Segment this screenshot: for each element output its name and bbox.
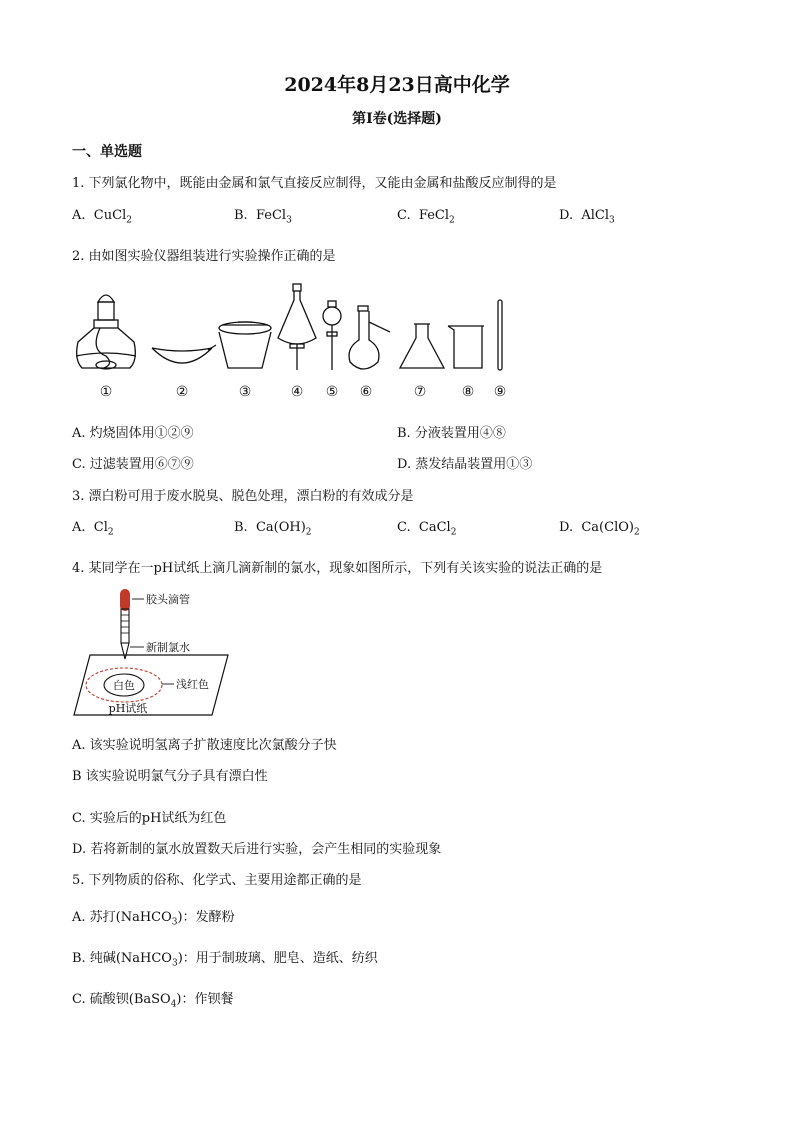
apparatus-label-7: ⑦: [413, 384, 427, 400]
question-5-stem: 5. 下列物质的俗称、化学式、主要用途都正确的是: [72, 873, 362, 888]
q2-option-d[interactable]: D. 蒸发结晶装置用①③: [397, 457, 533, 472]
alcohol-lamp-icon: [76, 295, 136, 369]
apparatus-label-8: ⑧: [461, 384, 475, 400]
page-title: 2024年8月23日高中化学: [284, 74, 510, 96]
q2-option-c[interactable]: C. 过滤装置用⑥⑦⑨: [72, 457, 194, 472]
apparatus-figure: [70, 280, 520, 405]
q5-option-a[interactable]: A. 苏打(NaHCO$_3$)：发酵粉: [72, 910, 235, 928]
label-chlorine-water: 新制氯水: [146, 641, 190, 654]
conical-flask-icon: [400, 324, 444, 368]
q5-option-b[interactable]: B. 纯碱(NaHCO$_3$)：用于制玻璃、肥皂、造纸、纺织: [72, 951, 378, 969]
apparatus-label-4: ④: [290, 384, 304, 400]
apparatus-label-6: ⑥: [359, 384, 373, 400]
q4-option-b[interactable]: B 该实验说明氯气分子具有漂白性: [72, 769, 268, 784]
beaker-icon: [448, 326, 484, 368]
dropping-funnel-icon: [323, 301, 341, 370]
apparatus-label-9: ⑨: [493, 384, 507, 400]
label-ph-paper: pH试纸: [108, 702, 148, 715]
question-2-stem: 2. 由如图实验仪器组装进行实验操作正确的是: [72, 249, 336, 264]
section-heading: 一、单选题: [72, 144, 142, 160]
dropper-bulb-icon: [120, 589, 130, 611]
apparatus-label-2: ②: [175, 384, 189, 400]
label-light-red: 浅红色: [176, 678, 209, 691]
q2-option-a[interactable]: A. 灼烧固体用①②⑨: [72, 426, 194, 441]
q1-option-c[interactable]: C. FeCl$_2$: [397, 208, 455, 226]
ph-paper-figure: [70, 585, 250, 720]
question-4-stem: 4. 某同学在一pH试纸上滴几滴新制的氯水，现象如图所示，下列有关该实验的说法正确的是: [72, 561, 603, 576]
q1-option-b[interactable]: B. FeCl$_3$: [234, 208, 292, 226]
q2-option-b[interactable]: B. 分液装置用④⑧: [397, 426, 506, 441]
apparatus-label-5: ⑤: [325, 384, 339, 400]
page-subtitle: 第I卷(选择题): [352, 111, 442, 127]
question-1-stem: 1. 下列氯化物中，既能由金属和氯气直接反应制得，又能由金属和盐酸反应制得的是: [72, 176, 557, 191]
q3-option-d[interactable]: D. $Ca(ClO)_2$: [559, 520, 640, 538]
crucible-icon: [219, 322, 271, 368]
q1-option-a[interactable]: A. CuCl$_2$: [72, 208, 132, 226]
apparatus-label-3: ③: [238, 384, 252, 400]
label-white: 白色: [113, 679, 135, 692]
q5-option-c[interactable]: C. 硫酸钡(BaSO$_4$)：作钡餐: [72, 992, 234, 1010]
q3-option-b[interactable]: B. $Ca(OH)_2$: [234, 520, 312, 538]
question-3-stem: 3. 漂白粉可用于废水脱臭、脱色处理，漂白粉的有效成分是: [72, 489, 414, 504]
apparatus-label-1: ①: [99, 384, 113, 400]
q4-option-d[interactable]: D. 若将新制的氯水放置数天后进行实验，会产生相同的实验现象: [72, 842, 442, 857]
q4-option-c[interactable]: C. 实验后的pH试纸为红色: [72, 811, 227, 826]
q3-option-c[interactable]: C. CaCl$_2$: [397, 520, 457, 538]
label-dropper: 胶头滴管: [146, 593, 190, 606]
separatory-funnel-icon: [278, 284, 316, 370]
glass-rod-icon: [498, 300, 502, 370]
q3-option-a[interactable]: A. $Cl_2$: [72, 520, 114, 538]
evaporating-dish-icon: [152, 345, 216, 363]
distillation-flask-icon: [349, 306, 390, 369]
q1-option-d[interactable]: D. AlCl$_3$: [559, 208, 615, 226]
q4-option-a[interactable]: A. 该实验说明氢离子扩散速度比次氯酸分子快: [72, 738, 337, 753]
